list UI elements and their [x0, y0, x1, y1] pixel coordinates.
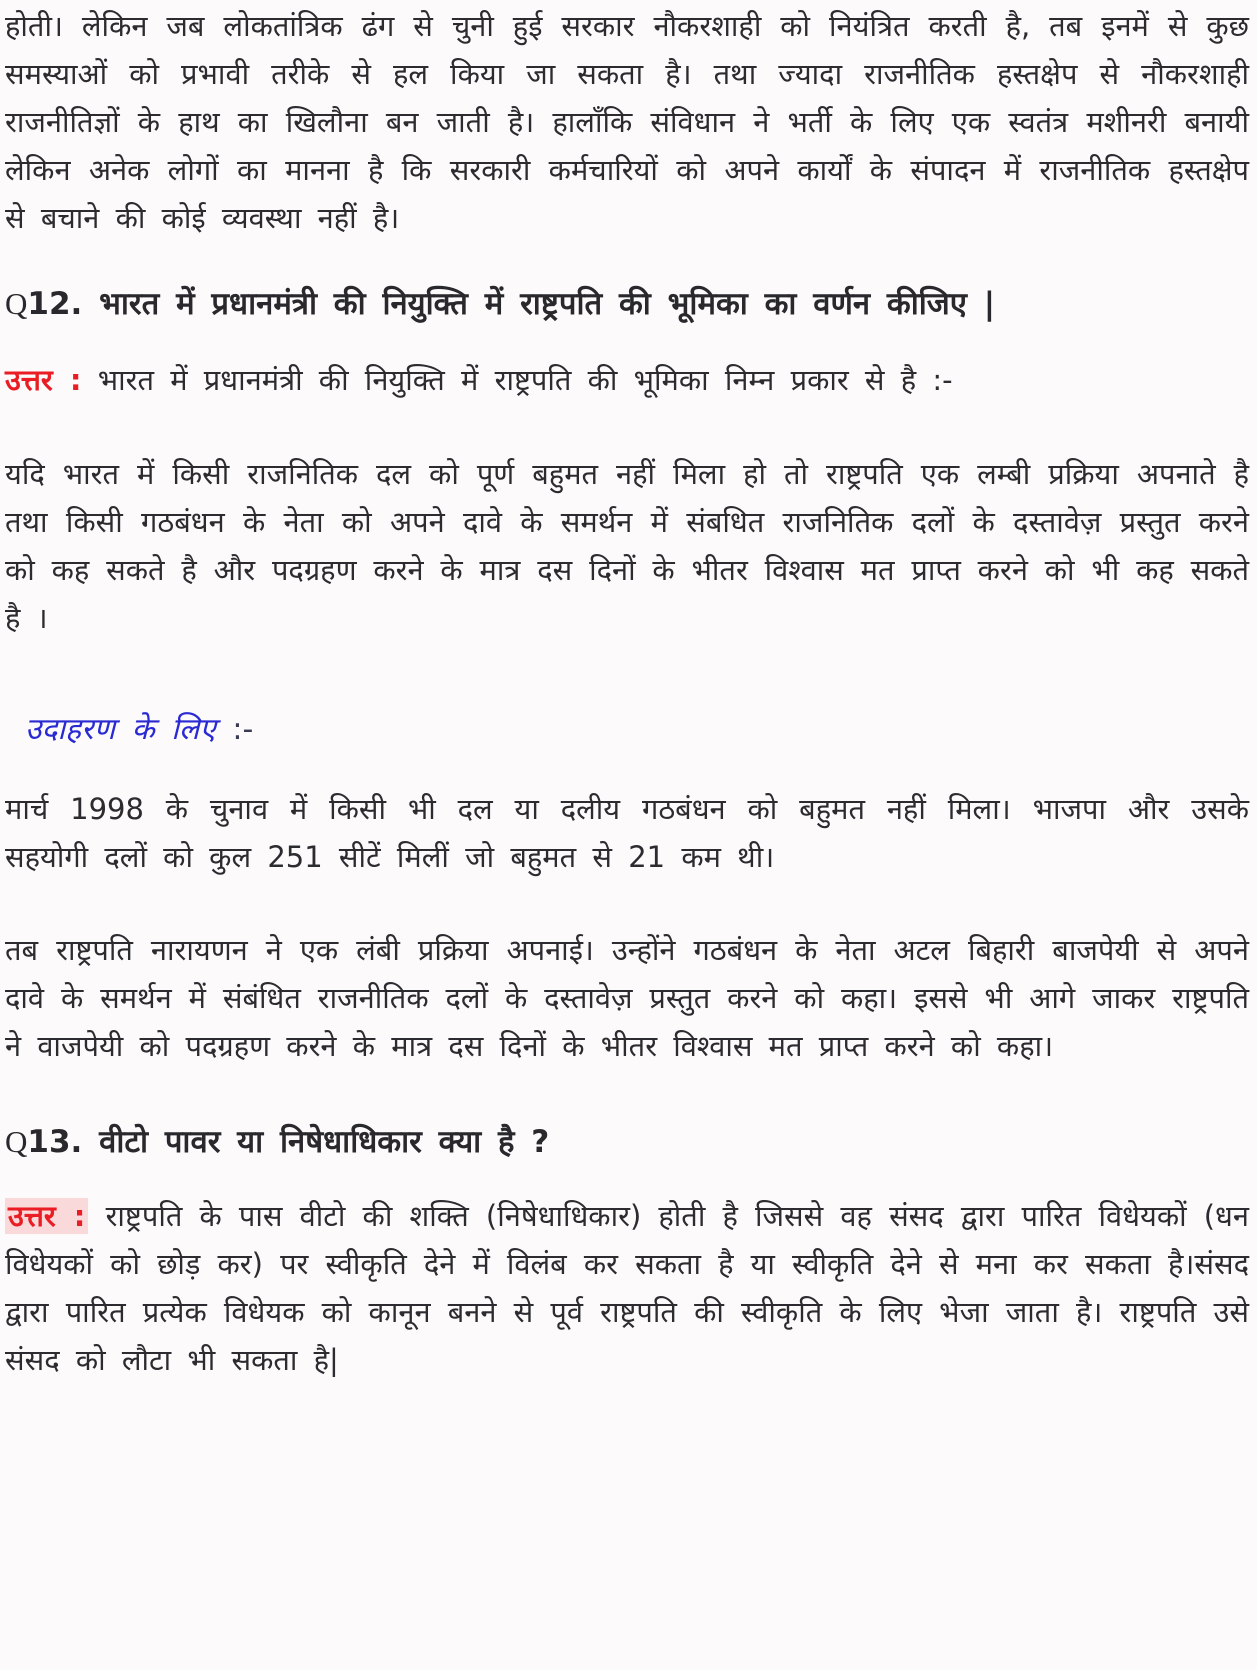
question-12-title: भारत में प्रधानमंत्री की नियुक्ति में राष्ट्रपति की भूमिका का वर्णन कीजिए |: [99, 286, 996, 322]
question-12-number: Q12.: [5, 286, 83, 322]
answer-13-label: उत्तर :: [5, 1198, 88, 1234]
answer-12-intro: [5, 356, 1249, 404]
example-paragraph-2: तब राष्ट्रपति नारायणन ने एक लंबी प्रक्रिया अपनाई। उन्होंने गठबंधन के नेता अटल बिहारी बाजपेयी से अपने दावे के समर्थन में संबंधित राजनीतिक दलों के दस्तावेज़ प्रस्तुत करने को कहा। इससे भी आगे जाकर राष्ट्रपति ने वाजपेयी को पदग्रहण करने के मात्र दस दिनों के भीतर विश्वास मत प्राप्त करने को कहा।: [5, 933, 1249, 1063]
example-label: [5, 706, 1249, 754]
question-12-heading: [5, 279, 1249, 329]
question-13-heading: [5, 1117, 1249, 1167]
answer-12-body: यदि भारत में किसी राजनितिक दल को पूर्ण बहुमत नहीं मिला हो तो राष्ट्रपति एक लम्बी प्रक्रिया अपनाते है तथा किसी गठबंधन के नेता को अपने दावे के समर्थन में संबधित राजनितिक दलों के दस्तावेज़ प्रस्तुत करने को कह सकते है और पदग्रहण करने के मात्र दस दिनों के भीतर विश्वास मत प्राप्त करने को भी कह सकते है ।: [5, 457, 1250, 635]
answer-12-intro-text: भारत में प्रधानमंत्री की नियुक्ति में राष्ट्रपति की भूमिका निम्न प्रकार से है :-: [97, 363, 953, 397]
question-13-number: Q13.: [5, 1124, 83, 1160]
example-paragraph-1: मार्च 1998 के चुनाव में किसी भी दल या दलीय गठबंधन को बहुमत नहीं मिला। भाजपा और उसके सहयोगी दलों को कुल 251 सीटें मिलीं जो बहुमत से 21 कम थी।: [5, 792, 1249, 874]
answer-13-text: राष्ट्रपति के पास वीटो की शक्ति (निषेधाधिकार) होती है जिससे वह संसद द्वारा पारित विधेयकों (धन विधेयकों को छोड़ कर) पर स्वीकृति देने में विलंब कर सकता है या स्वीकृति देने से मना कर सकता है।संसद द्वारा पारित प्रत्येक विधेयक को कानून बनने से पूर्व राष्ट्रपति की स्वीकृति के लिए भेजा जाता है। राष्ट्रपति उसे संसद को लौटा भी सकता है|: [5, 1199, 1249, 1377]
example-label-text: उदाहरण के लिए: [25, 712, 216, 747]
answer-13-body: [5, 1192, 1249, 1384]
example-label-suffix: :-: [215, 712, 254, 747]
intro-paragraph: होती। लेकिन जब लोकतांत्रिक ढंग से चुनी हुई सरकार नौकरशाही को नियंत्रित करती है, तब इनमें से कुछ समस्याओं को प्रभावी तरीके से हल किया जा सकता है। तथा ज्यादा राजनीतिक हस्तक्षेप से नौकरशाही राजनीतिज्ञों के हाथ का खिलौना बन जाती है। हालाँकि संविधान ने भर्ती के लिए एक स्वतंत्र मशीनरी बनायी लेकिन अनेक लोगों का मानना है कि सरकारी कर्मचारियों को अपने कार्यों के संपादन में राजनीतिक हस्तक्षेप से बचाने की कोई व्यवस्था नहीं है।: [5, 9, 1249, 235]
answer-12-label: उत्तर :: [5, 363, 82, 397]
question-13-title: वीटो पावर या निषेधाधिकार क्या है ?: [99, 1124, 550, 1160]
